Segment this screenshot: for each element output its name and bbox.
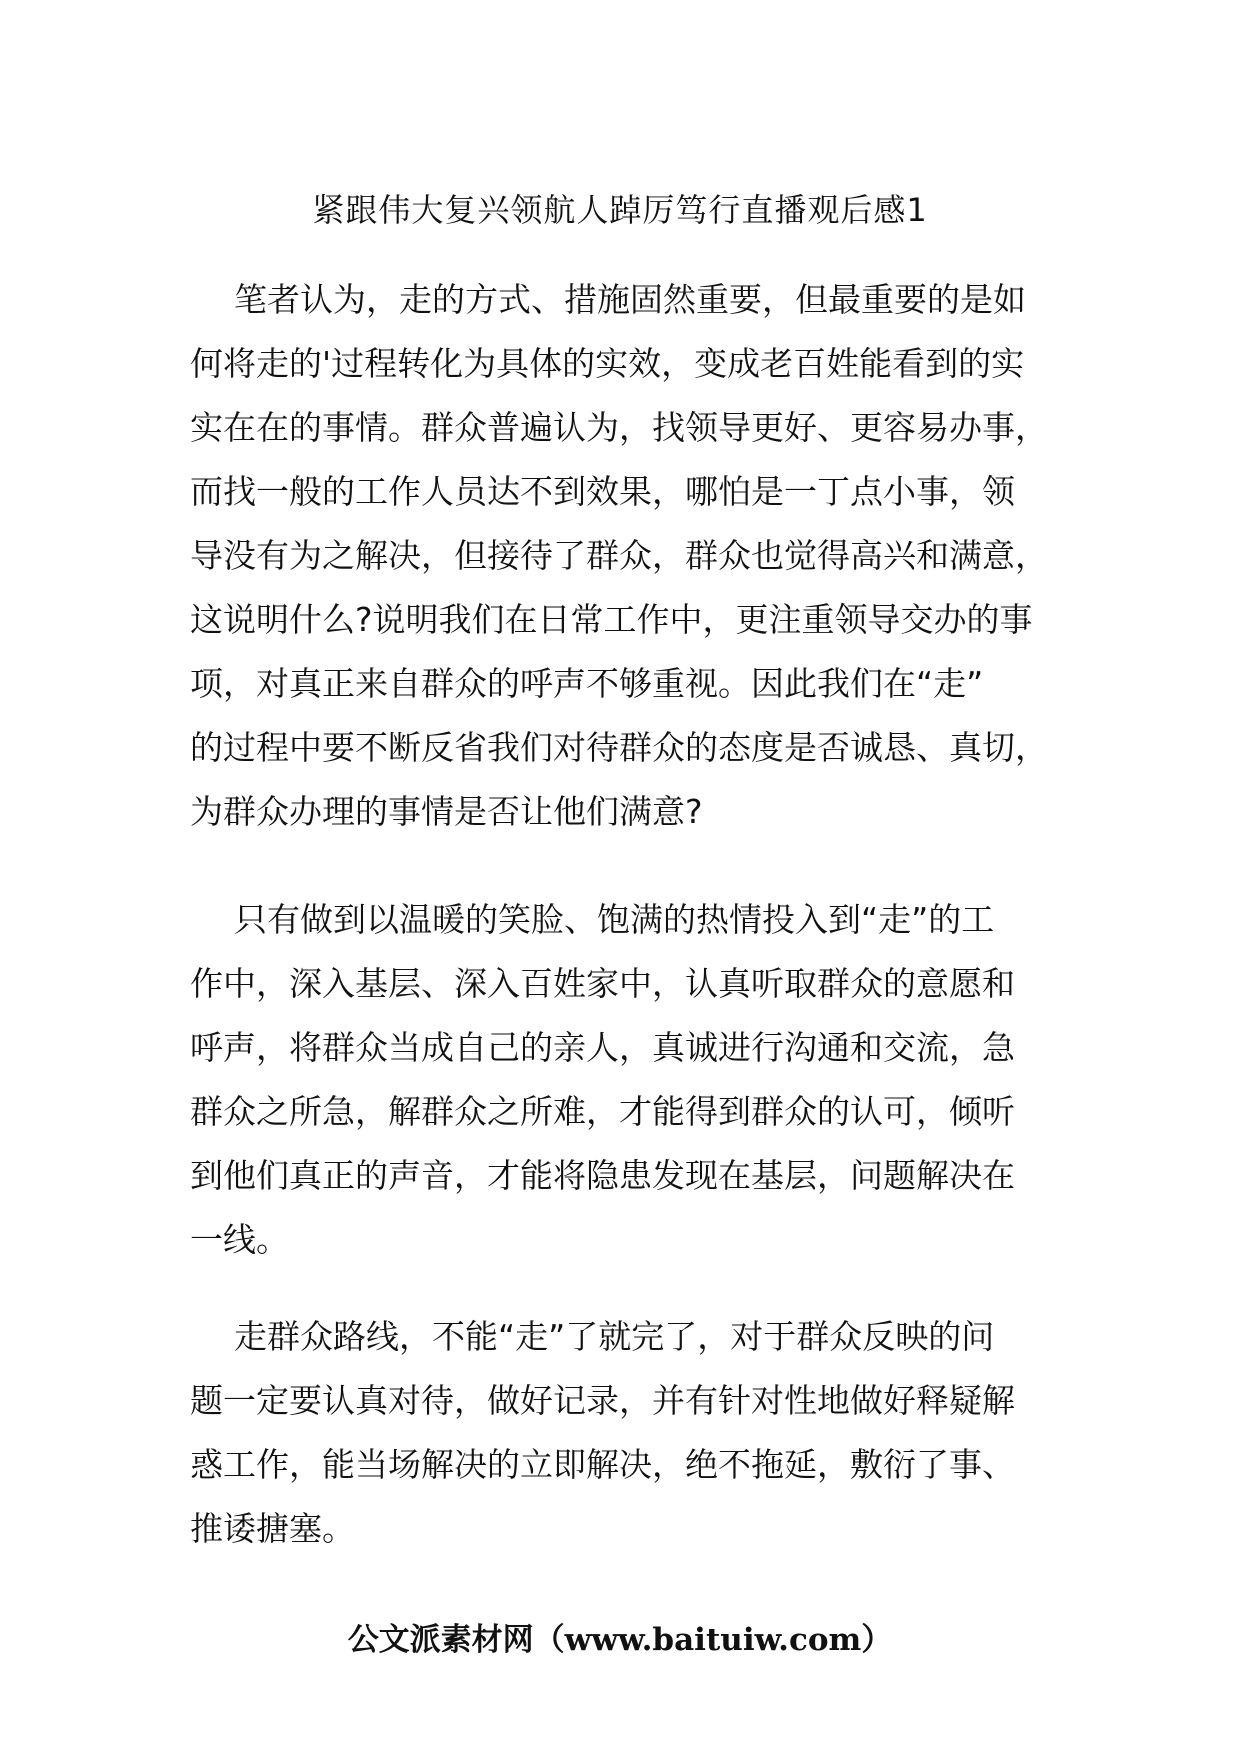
paragraph-line: 推诿搪塞。: [190, 1509, 355, 1548]
paragraph-line: 题一定要认真对待，做好记录，并有针对性地做好释疑解: [190, 1381, 1015, 1420]
paragraph-line: 惑工作，能当场解决的立即解决，绝不拖延，敷衍了事、: [190, 1445, 1015, 1484]
paragraph-line: 走群众路线，不能“走”了就完了，对于群众反映的问: [234, 1317, 995, 1356]
paragraph-line: 项，对真正来自群众的呼声不够重视。因此我们在“走”: [190, 664, 984, 703]
paragraph-3: [190, 1305, 1070, 1561]
paragraph-line: 实在在的事情。群众普遍认为，找领导更好、更容易办事，: [190, 408, 1048, 447]
paragraph-line: 导没有为之解决，但接待了群众，群众也觉得高兴和满意，: [190, 536, 1048, 575]
paragraph-line: 群众之所急，解群众之所难，才能得到群众的认可，倾听: [190, 1092, 1015, 1131]
paragraph-1: [190, 268, 1070, 844]
paragraph-line: 笔者认为，走的方式、措施固然重要，但最重要的是如: [234, 280, 1026, 319]
paragraph-line: 一线。: [190, 1220, 289, 1259]
paragraph-line: 为群众办理的事情是否让他们满意?: [190, 792, 703, 831]
document-title: 紧跟伟大复兴领航人踔厉笃行直播观后感1: [312, 191, 928, 229]
paragraph-line: 何将走的'过程转化为具体的实效，变成老百姓能看到的实: [190, 344, 1025, 383]
paragraph-line: 的过程中要不断反省我们对待群众的态度是否诚恳、真切，: [190, 728, 1048, 767]
paragraph-line: 呼声，将群众当成自己的亲人，真诚进行沟通和交流，急: [190, 1028, 1015, 1067]
paragraph-line: 作中，深入基层、深入百姓家中，认真听取群众的意愿和: [190, 964, 1015, 1003]
paragraph-line: 到他们真正的声音，才能将隐患发现在基层，问题解决在: [190, 1156, 1015, 1195]
paragraph-2: [190, 888, 1070, 1272]
source-footer: 公文派素材网（www.baituiw.com）: [347, 1622, 893, 1658]
paragraph-line: 只有做到以温暖的笑脸、饱满的热情投入到“走”的工: [234, 900, 995, 939]
paragraph-line: 这说明什么?说明我们在日常工作中，更注重领导交办的事: [190, 600, 1033, 639]
paragraph-line: 而找一般的工作人员达不到效果，哪怕是一丁点小事，领: [190, 472, 1015, 511]
